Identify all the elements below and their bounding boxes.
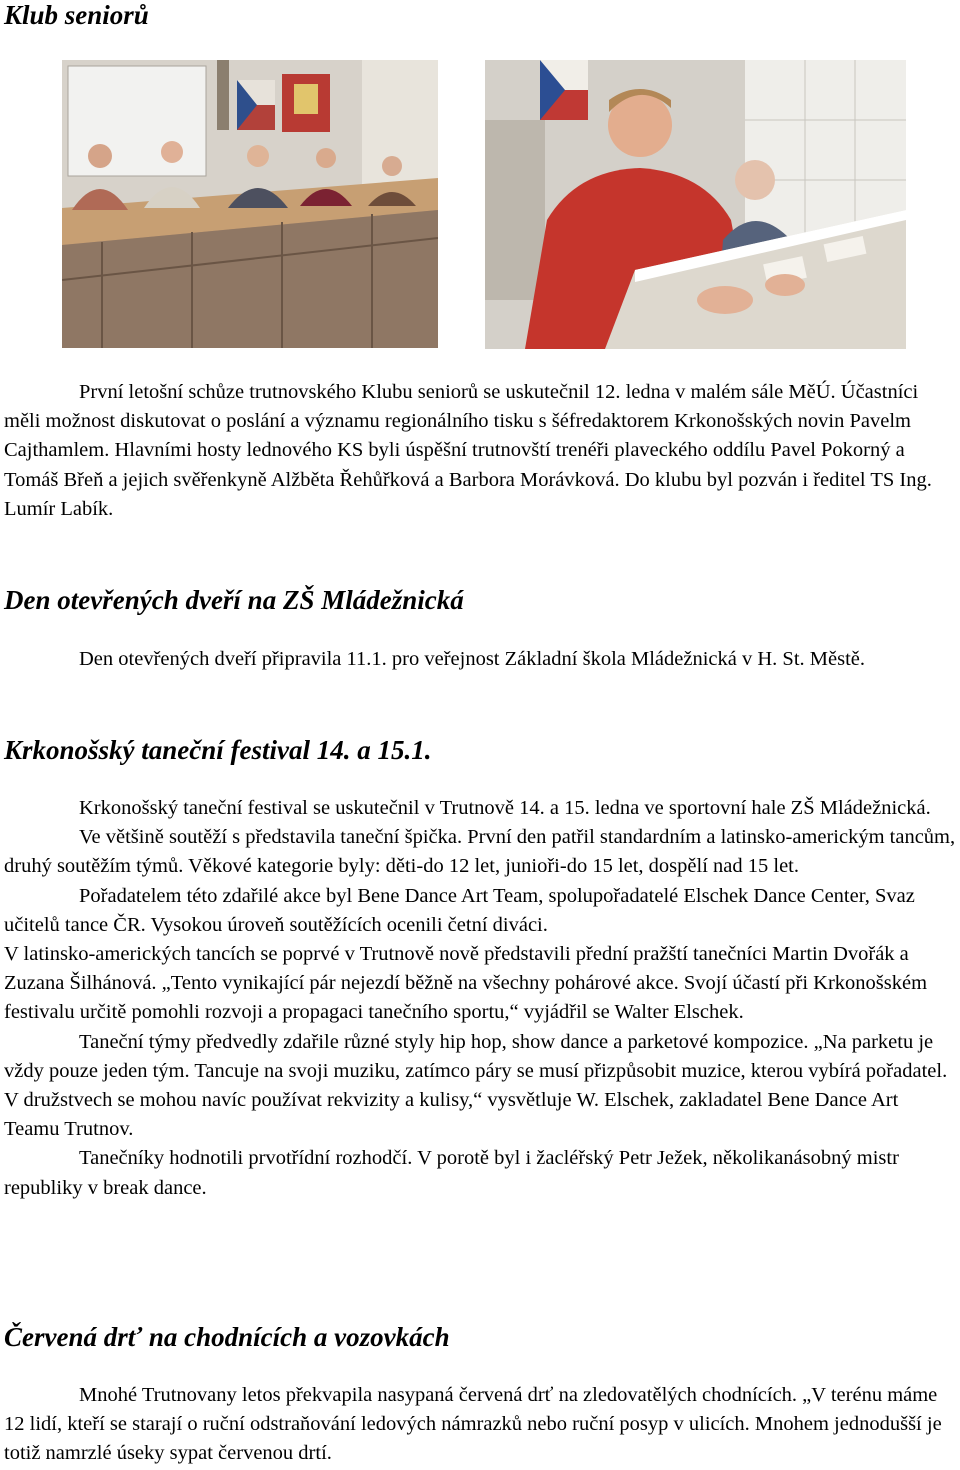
paragraph-festival-4: V latinsko-amerických tancích se poprvé v Trutnově nově představili přední pražští tanečníci Martin Dvořák a Zuzana Šilhánová. „Tento vynikající pár nejezdí běžně na všechny pohárové akce. Svojí účastí při Krkonošském festivalu určitě pomohli rozvoji a propagaci tanečního sportu,“ vyjádřil se Walter Elschek.: [4, 943, 928, 1024]
paragraph-festival-3: Pořadatelem této zdařilé akce byl Bene Dance Art Team, spolupořadatelé Elschek Dance Center, Svaz učitelů tance ČR. Vysokou úroveň soutěžících ocenili četní diváci.: [4, 884, 915, 936]
section-tanecni-festival: [4, 794, 956, 1203]
paragraph-festival-2: Ve většině soutěží s představila taneční špička. První den patřil standardním a latinsko-americkým tancům, druhý soutěžím týmů. Věkové kategorie byly: děti-do 12 let, junioři-do 15 let, dospělí nad 15 let.: [4, 826, 956, 878]
heading-klub-senioru: Klub seniorů: [4, 0, 149, 30]
paragraph-klub-senioru: První letošní schůze trutnovského Klubu seniorů se uskutečnil 12. ledna v malém sále MěÚ. Účastníci měli možnost diskutovat o poslání a významu regionálního tisku s šéfredaktorem Krkonošských novin Pavelm Cajthamlem. Hlavními hosty lednového KS byli úspěšní trutnovští trenéři plaveckého oddílu Pavel Pokorný a Tomáš Břeň a jejich svěřenkyně Alžběta Řehůřková a Barbora Morávková. Do klubu byl pozván i ředitel TS Ing. Lumír Labík.: [4, 381, 932, 520]
photo-meeting-panel: [62, 60, 438, 348]
paragraph-festival-1: Krkonošský taneční festival se uskutečnil v Trutnově 14. a 15. ledna ve sportovní hale ZŠ Mládežnická.: [79, 797, 931, 819]
heading-tanecni-festival: Krkonošský taneční festival 14. a 15.1.: [4, 735, 432, 765]
photo-speaker: [485, 60, 906, 349]
photo-meeting-panel-image: [62, 60, 438, 348]
photo-speaker-image: [485, 60, 906, 349]
paragraph-festival-6: Tanečníky hodnotili prvotřídní rozhodčí. V porotě byl i žacléřský Petr Ježek, několikanásobný mistr republiky v break dance.: [4, 1147, 899, 1199]
heading-cervena-drt: Červená drť na chodnících a vozovkách: [4, 1322, 450, 1352]
paragraph-festival-5: Taneční týmy předvedly zdařile různé styly hip hop, show dance a parketové kompozice. „Na parketu je vždy pouze jeden tým. Tancuje na svoji muziku, zatímco páry se musí přizpůsobit muzice, kterou vybírá pořadatel. V družstvech se mohou navíc používat rekvizity a kulisy,“ vysvětluje W. Elschek, zakladatel Bene Dance Art Teamu Trutnov.: [4, 1030, 948, 1141]
heading-den-otevrenych-dveri: Den otevřených dveří na ZŠ Mládežnická: [4, 585, 464, 615]
paragraph-den-otevrenych-dveri: Den otevřených dveří připravila 11.1. pro veřejnost Základní škola Mládežnická v H. St. Městě.: [79, 648, 865, 670]
paragraph-cervena-drt: Mnohé Trutnovany letos překvapila nasypaná červená drť na zledovatělých chodnících. „V terénu máme 12 lidí, kteří se starají o ruční odstraňování ledových námrazků nebo ruční posyp v ulicích. Mnohem jednodušší je totiž namrzlé úseky sypat červenou drtí.: [4, 1384, 942, 1465]
